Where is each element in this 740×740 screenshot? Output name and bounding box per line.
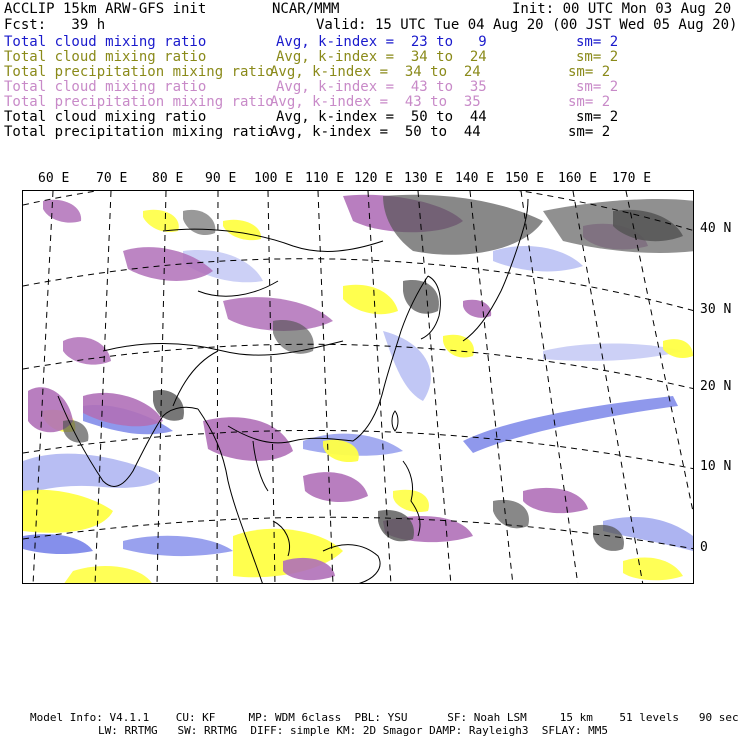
lon-label: 150 E	[505, 171, 545, 186]
lat-label: 10 N	[700, 459, 732, 474]
lat-label: 0	[700, 540, 708, 555]
forecast-hour: Fcst: 39 h	[4, 17, 106, 33]
lon-label: 170 E	[612, 171, 652, 186]
cloud-fields	[23, 195, 694, 584]
graticule	[23, 191, 694, 584]
model-title: ACCLIP 15km ARW-GFS init	[4, 1, 207, 17]
legend-sm: sm= 2	[576, 79, 619, 95]
lat-label: 30 N	[700, 302, 732, 317]
lon-label: 80 E	[152, 171, 184, 186]
lon-label: 140 E	[455, 171, 495, 186]
map-canvas	[23, 191, 694, 584]
lat-label: 40 N	[700, 221, 732, 236]
legend-avg: Avg, k-index = 34 to 24	[270, 64, 481, 80]
legend-field: Total cloud mixing ratio	[4, 34, 207, 50]
valid-time: Valid: 15 UTC Tue 04 Aug 20 (00 JST Wed 05 Aug 20)	[316, 17, 738, 33]
lon-label: 160 E	[558, 171, 598, 186]
model-info-line2: LW: RRTMG SW: RRTMG DIFF: simple KM: 2D Smagor DAMP: Rayleigh3 SFLAY: MM5	[98, 724, 608, 737]
legend-field: Total precipitation mixing ratio	[4, 94, 274, 110]
legend-avg: Avg, k-index = 50 to 44	[270, 124, 481, 140]
lon-label: 110 E	[305, 171, 345, 186]
legend-field: Total precipitation mixing ratio	[4, 124, 274, 140]
legend-field: Total cloud mixing ratio	[4, 49, 207, 65]
legend-avg: Avg, k-index = 43 to 35	[276, 79, 487, 95]
forecast-map	[22, 190, 694, 584]
legend-sm: sm= 2	[568, 64, 611, 80]
lon-label: 130 E	[404, 171, 444, 186]
lon-label: 70 E	[96, 171, 128, 186]
legend-avg: Avg, k-index = 50 to 44	[276, 109, 487, 125]
init-time: Init: 00 UTC Mon 03 Aug 20	[512, 1, 732, 17]
lat-label: 20 N	[700, 379, 732, 394]
legend-sm: sm= 2	[576, 34, 619, 50]
legend-sm: sm= 2	[568, 94, 611, 110]
legend-sm: sm= 2	[576, 109, 619, 125]
legend-field: Total precipitation mixing ratio	[4, 64, 274, 80]
legend-sm: sm= 2	[576, 49, 619, 65]
lon-label: 100 E	[254, 171, 294, 186]
lon-label: 90 E	[205, 171, 237, 186]
lon-label: 120 E	[354, 171, 394, 186]
legend-avg: Avg, k-index = 43 to 35	[270, 94, 481, 110]
model-info-line1: Model Info: V4.1.1 CU: KF MP: WDM 6class PBL: YSU SF: Noah LSM 15 km 51 levels 90 sec	[30, 711, 739, 724]
legend-field: Total cloud mixing ratio	[4, 109, 207, 125]
legend-sm: sm= 2	[568, 124, 611, 140]
lon-label: 60 E	[38, 171, 70, 186]
legend-avg: Avg, k-index = 34 to 24	[276, 49, 487, 65]
legend-field: Total cloud mixing ratio	[4, 79, 207, 95]
institution-label: NCAR/MMM	[272, 1, 340, 17]
legend-avg: Avg, k-index = 23 to 9	[276, 34, 487, 50]
